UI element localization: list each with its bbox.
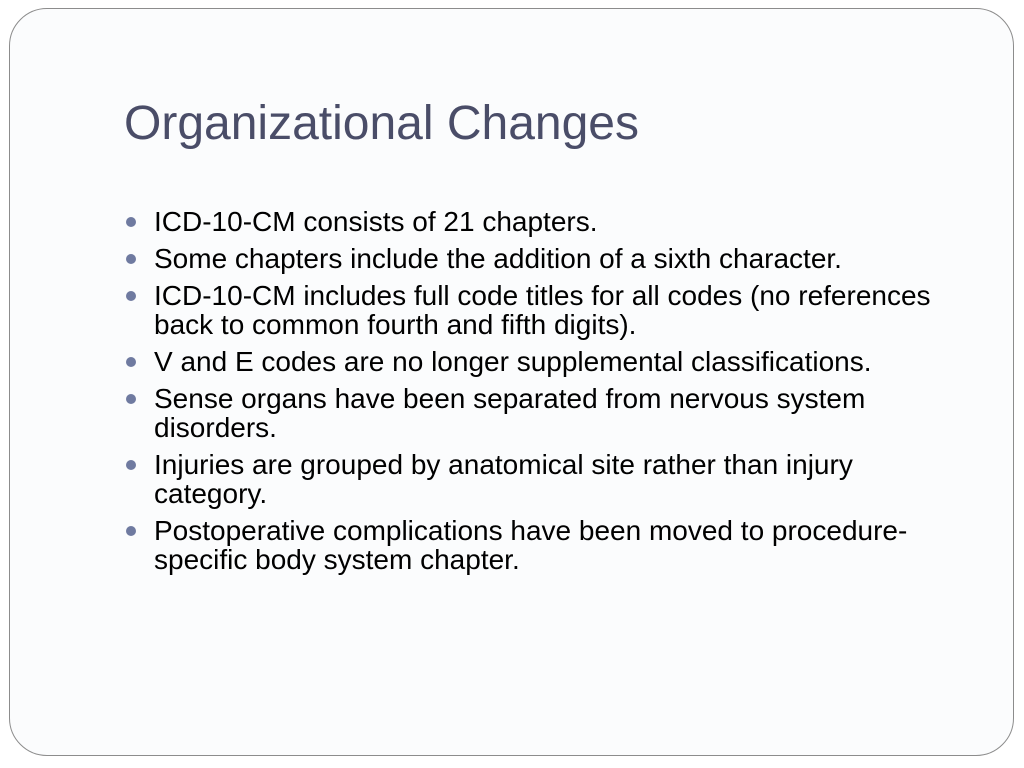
slide-frame [9, 8, 1014, 756]
bullet-item [154, 207, 954, 236]
slide-title: Organizational Changes [124, 97, 639, 150]
bullet-text: ICD-10-CM includes full code titles for all codes (no references back to common fourth and fifth digits). [154, 280, 931, 340]
bullet-item [154, 244, 954, 273]
bullet-dot-icon [126, 217, 136, 227]
bullet-text: Injuries are grouped by anatomical site rather than injury category. [154, 449, 853, 509]
bullet-item [154, 450, 954, 508]
bullet-dot-icon [126, 394, 136, 404]
bullet-dot-icon [126, 460, 136, 470]
bullet-text: ICD-10-CM consists of 21 chapters. [154, 206, 598, 237]
bullet-dot-icon [126, 254, 136, 264]
bullet-item [154, 384, 954, 442]
bullet-text: Sense organs have been separated from nervous system disorders. [154, 383, 866, 443]
bullet-item [154, 281, 954, 339]
bullet-text: Postoperative complications have been moved to procedure-specific body system chapter. [154, 515, 908, 575]
bullet-item [154, 516, 954, 574]
bullet-dot-icon [126, 526, 136, 536]
bullet-text: V and E codes are no longer supplemental classifications. [154, 346, 872, 377]
bullet-list [154, 207, 954, 582]
bullet-item [154, 347, 954, 376]
bullet-dot-icon [126, 357, 136, 367]
bullet-dot-icon [126, 291, 136, 301]
bullet-text: Some chapters include the addition of a sixth character. [154, 243, 842, 274]
